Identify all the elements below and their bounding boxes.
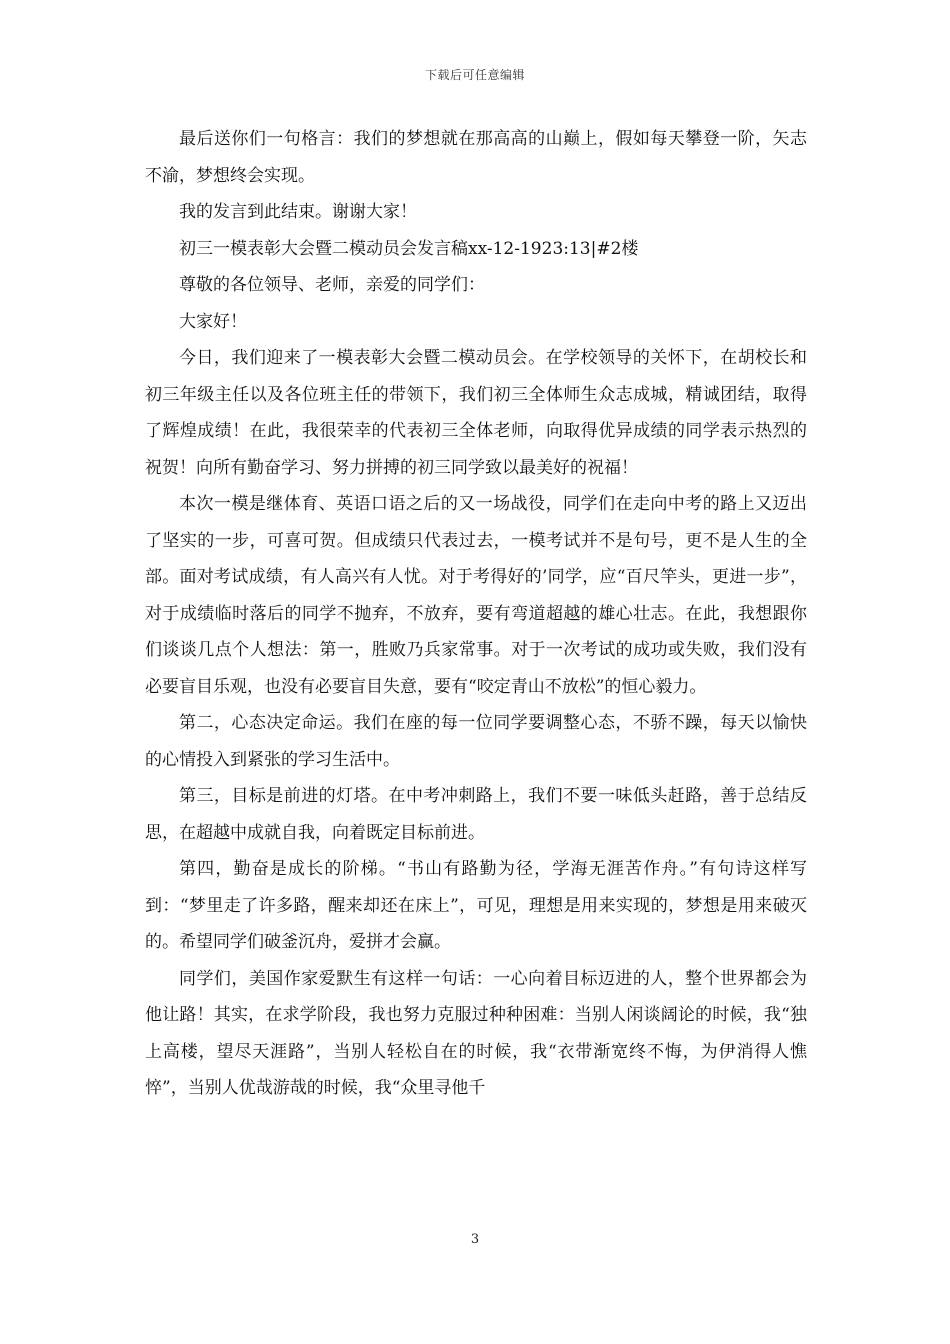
- paragraph: 第二，心态决定命运。我们在座的每一位同学要调整心态，不骄不躁，每天以愉快的心情投入到紧张的学习生活中。: [145, 713, 807, 770]
- paragraph: 我的发言到此结束。谢谢大家！: [179, 202, 417, 222]
- paragraph: 第四，勤奋是成长的阶梯。“书山有路勤为径，学海无涯苦作舟。”有句诗这样写到：“梦里走了许多路，醒来却还在床上”，可见，理想是用来实现的，梦想是用来破灭的。希望同学们破釜沉舟，爱拼才会赢。: [145, 859, 807, 952]
- paragraph: 今日，我们迎来了一模表彰大会暨二模动员会。在学校领导的关怀下，在胡校长和初三年级主任以及各位班主任的带领下，我们初三全体师生众志成城，精诚团结，取得了辉煌成绩！在此，我很荣幸的代表初三全体老师，向取得优异成绩的同学表示热烈的祝贺！向所有勤奋学习、努力拼搏的初三同学致以最美好的祝福！: [145, 348, 807, 478]
- paragraph: 尊敬的各位领导、老师，亲爱的同学们：: [179, 275, 485, 295]
- paragraph: 大家好！: [179, 311, 247, 332]
- paragraph: 同学们，美国作家爱默生有这样一句话：一心向着目标迈进的人，整个世界都会为他让路！其实，在求学阶段，我也努力克服过种种困难：当别人闲谈阔论的时候，我“独上高楼，望尽天涯路”，当别人轻松自在的时候，我“衣带渐宽终不悔，为伊消得人憔悴”，当别人优哉游哉的时候，我“众里寻他千: [145, 968, 807, 1098]
- paragraph: 本次一模是继体育、英语口语之后的又一场战役，同学们在走向中考的路上又迈出了坚实的一步，可喜可贺。但成绩只代表过去，一模考试并不是句号，更不是人生的全部。面对考试成绩，有人高兴有人忧。对于考得好的’同学，应“百尺竿头，更进一步”，对于成绩临时落后的同学不抛弃，不放弃，要有弯道超越的雄心壮志。在此，我想跟你们谈谈几点个人想法：第一，胜败乃兵家常事。对于一次考试的成功或失败，我们没有必要盲目乐观，也没有必要盲目失意，要有“咬定青山不放松”的恒心毅力。: [145, 494, 807, 697]
- document-body: [145, 121, 807, 1107]
- paragraph: 第三，目标是前进的灯塔。在中考冲刺路上，我们不要一味低头赶路，善于总结反思，在超越中成就自我，向着既定目标前进。: [145, 786, 807, 843]
- page-header: 下载后可任意编辑: [424, 68, 525, 82]
- page-number: 3: [470, 1232, 480, 1247]
- paragraph: 初三一模表彰大会暨二模动员会发言稿xx-12-1923:13|#2楼: [179, 238, 639, 259]
- paragraph: 最后送你们一句格言：我们的梦想就在那高高的山巅上，假如每天攀登一阶，矢志不渝，梦想终会实现。: [145, 129, 807, 186]
